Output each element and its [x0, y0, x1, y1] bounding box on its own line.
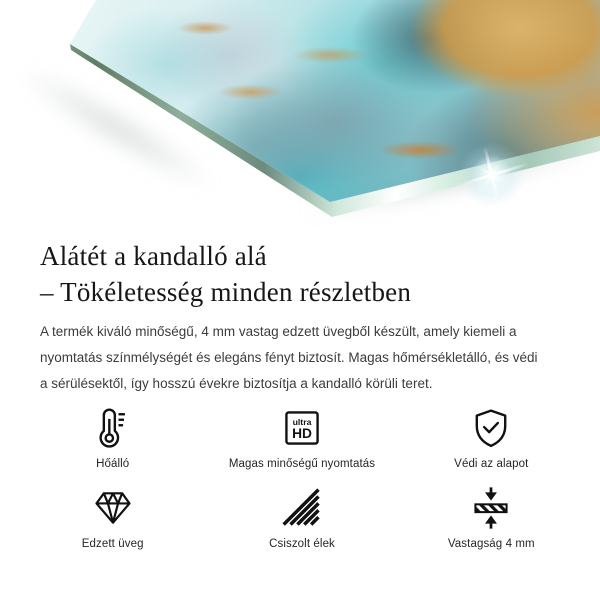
shield-check-icon: [469, 406, 513, 450]
feature-thickness: [397, 486, 586, 550]
feature-polished-edges: [207, 486, 396, 550]
feature-print-quality: [207, 406, 396, 470]
polished-edge-icon: [280, 486, 324, 530]
page-title: [40, 238, 560, 310]
svg-text:ultra: ultra: [292, 416, 312, 427]
product-image: [0, 0, 600, 228]
feature-label: Hőálló: [96, 458, 130, 470]
thermometer-icon: [91, 406, 135, 450]
feature-label: Védi az alapot: [454, 458, 529, 470]
page-title-line2: – Tökéletesség minden részletben: [40, 277, 412, 307]
feature-protects-base: [397, 406, 586, 470]
feature-label: Edzett üveg: [81, 538, 144, 550]
ultra-hd-icon: [280, 406, 324, 450]
feature-label: Vastagság 4 mm: [447, 538, 535, 550]
diamond-icon: [91, 486, 135, 530]
feature-label: Magas minőségű nyomtatás: [228, 458, 376, 470]
feature-heat-resistant: [18, 406, 207, 470]
feature-tempered-glass: [18, 486, 207, 550]
page-title-line1: Alátét a kandalló alá: [40, 241, 267, 271]
svg-text:HD: HD: [292, 426, 312, 442]
features-grid: [0, 406, 600, 550]
thickness-icon: [469, 486, 513, 530]
feature-label: Csiszolt élek: [269, 538, 335, 550]
product-description: A termék kiváló minőségű, 4 mm vastag edzett üvegből készült, amely kiemeli a nyomtatás színmélységét és elegáns fényt biztosít. Magas hőmérsékletálló, és védi a sérülésektől, így hosszú évekre biztosítja a kandalló körüli teret.: [40, 324, 538, 391]
